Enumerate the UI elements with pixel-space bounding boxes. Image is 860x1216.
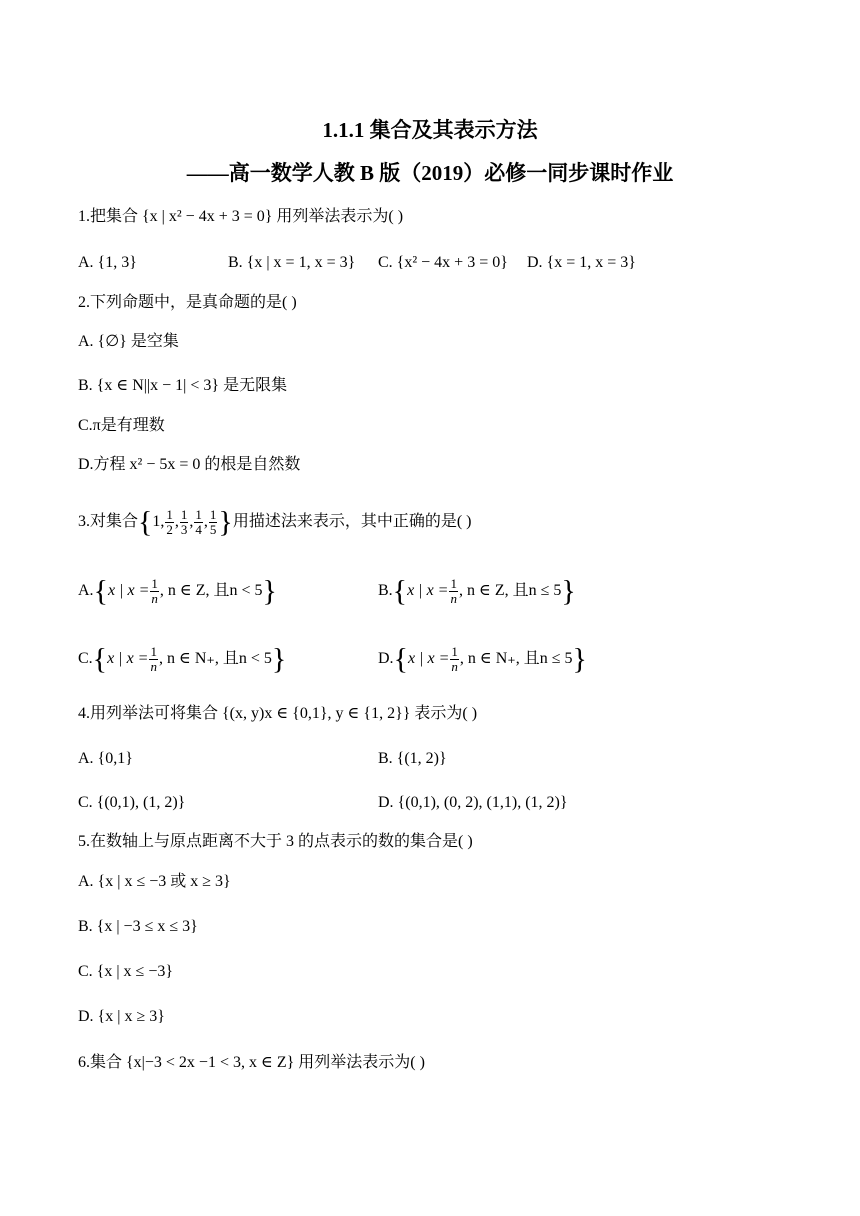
question-3-option-c: C.{x | x = $\frac{1}{n}$ , n ∈ N₊, 且n < 5} [78,642,287,676]
page-subtitle: ——高一数学人教 B 版（2019）必修一同步课时作业 [186,161,674,185]
question-3-stem-prefix: 3.对集合 [78,513,139,531]
question-1-stem: 1.把集合 {x | x² − 4x + 3 = 0} 用列举法表示为( ) [78,208,404,225]
question-6-stem: 6.集合 {x|−3 < 2x −1 < 3, x ∈ Z} 用列举法表示为( ) [78,1054,425,1071]
question-4-option-d: D. {(0,1), (0, 2), (1,1), (1, 2)} [378,794,568,811]
set-first-element: 1, [152,513,165,531]
question-5-option-c: C. {x | x ≤ −3} [78,963,174,980]
right-brace: } [218,505,233,539]
fraction-half: $\frac{1}{2}$ [166,507,173,537]
question-1-option-d: D. {x = 1, x = 3} [527,254,636,271]
question-4-option-a: A. {0,1} [78,750,133,767]
question-3-stem-suffix: 用描述法来表示，其中正确的是( ) [232,513,472,531]
fraction-fifth: $\frac{1}{5}$ [209,507,217,537]
question-1-option-a: A. {1, 3} [78,254,137,271]
question-4-option-c: C. {(0,1), (1, 2)} [78,794,186,811]
question-5-stem: 5.在数轴上与原点距离不大于 3 的点表示的数的集合是( ) [78,833,473,850]
fraction-quarter: $\frac{1}{4}$ [195,507,202,537]
question-5-option-a: A. {x | x ≤ −3 或 x ≥ 3} [78,873,231,890]
question-2-option-b: B. {x ∈ N||x − 1| < 3} 是无限集 [78,377,288,394]
left-brace: { [138,505,153,539]
question-5-option-d: D. {x | x ≥ 3} [78,1008,165,1025]
question-4-option-b: B. {(1, 2)} [378,750,447,767]
question-2-option-d: D.方程 x² − 5x = 0 的根是自然数 [78,456,301,473]
question-3-option-a: A.{x | x = $\frac{1}{n}$ , n ∈ Z, 且n < 5} [78,574,277,608]
question-3-option-d: D.{x | x = $\frac{1}{n}$ , n ∈ N₊, 且n ≤ 5} [378,642,587,676]
question-4-stem: 4.用列举法可将集合 {(x, y)x ∈ {0,1}, y ∈ {1, 2}} 表示为( ) [78,705,478,722]
fraction-third: $\frac{1}{3}$ [180,507,188,537]
question-2-option-a: A. {∅} 是空集 [78,333,179,350]
question-2-stem: 2.下列命题中，是真命题的是( ) [78,294,297,311]
page-title: 1.1.1 集合及其表示方法 [322,118,538,142]
question-3-stem: 3.对集合{1, $\frac{1}{2}$ , $\frac{1}{3}$ , $\frac{1}{4}$ , $\frac{1}{5}$ }用描述法来表示，其中正确的是( ) [78,505,472,539]
question-1-option-c: C. {x² − 4x + 3 = 0} [378,254,508,271]
question-3-option-b: B.{x | x = $\frac{1}{n}$ , n ∈ Z, 且n ≤ 5} [378,574,576,608]
question-5-option-b: B. {x | −3 ≤ x ≤ 3} [78,918,198,935]
question-2-option-c: C.π是有理数 [78,417,165,434]
question-1-option-b: B. {x | x = 1, x = 3} [228,254,356,271]
